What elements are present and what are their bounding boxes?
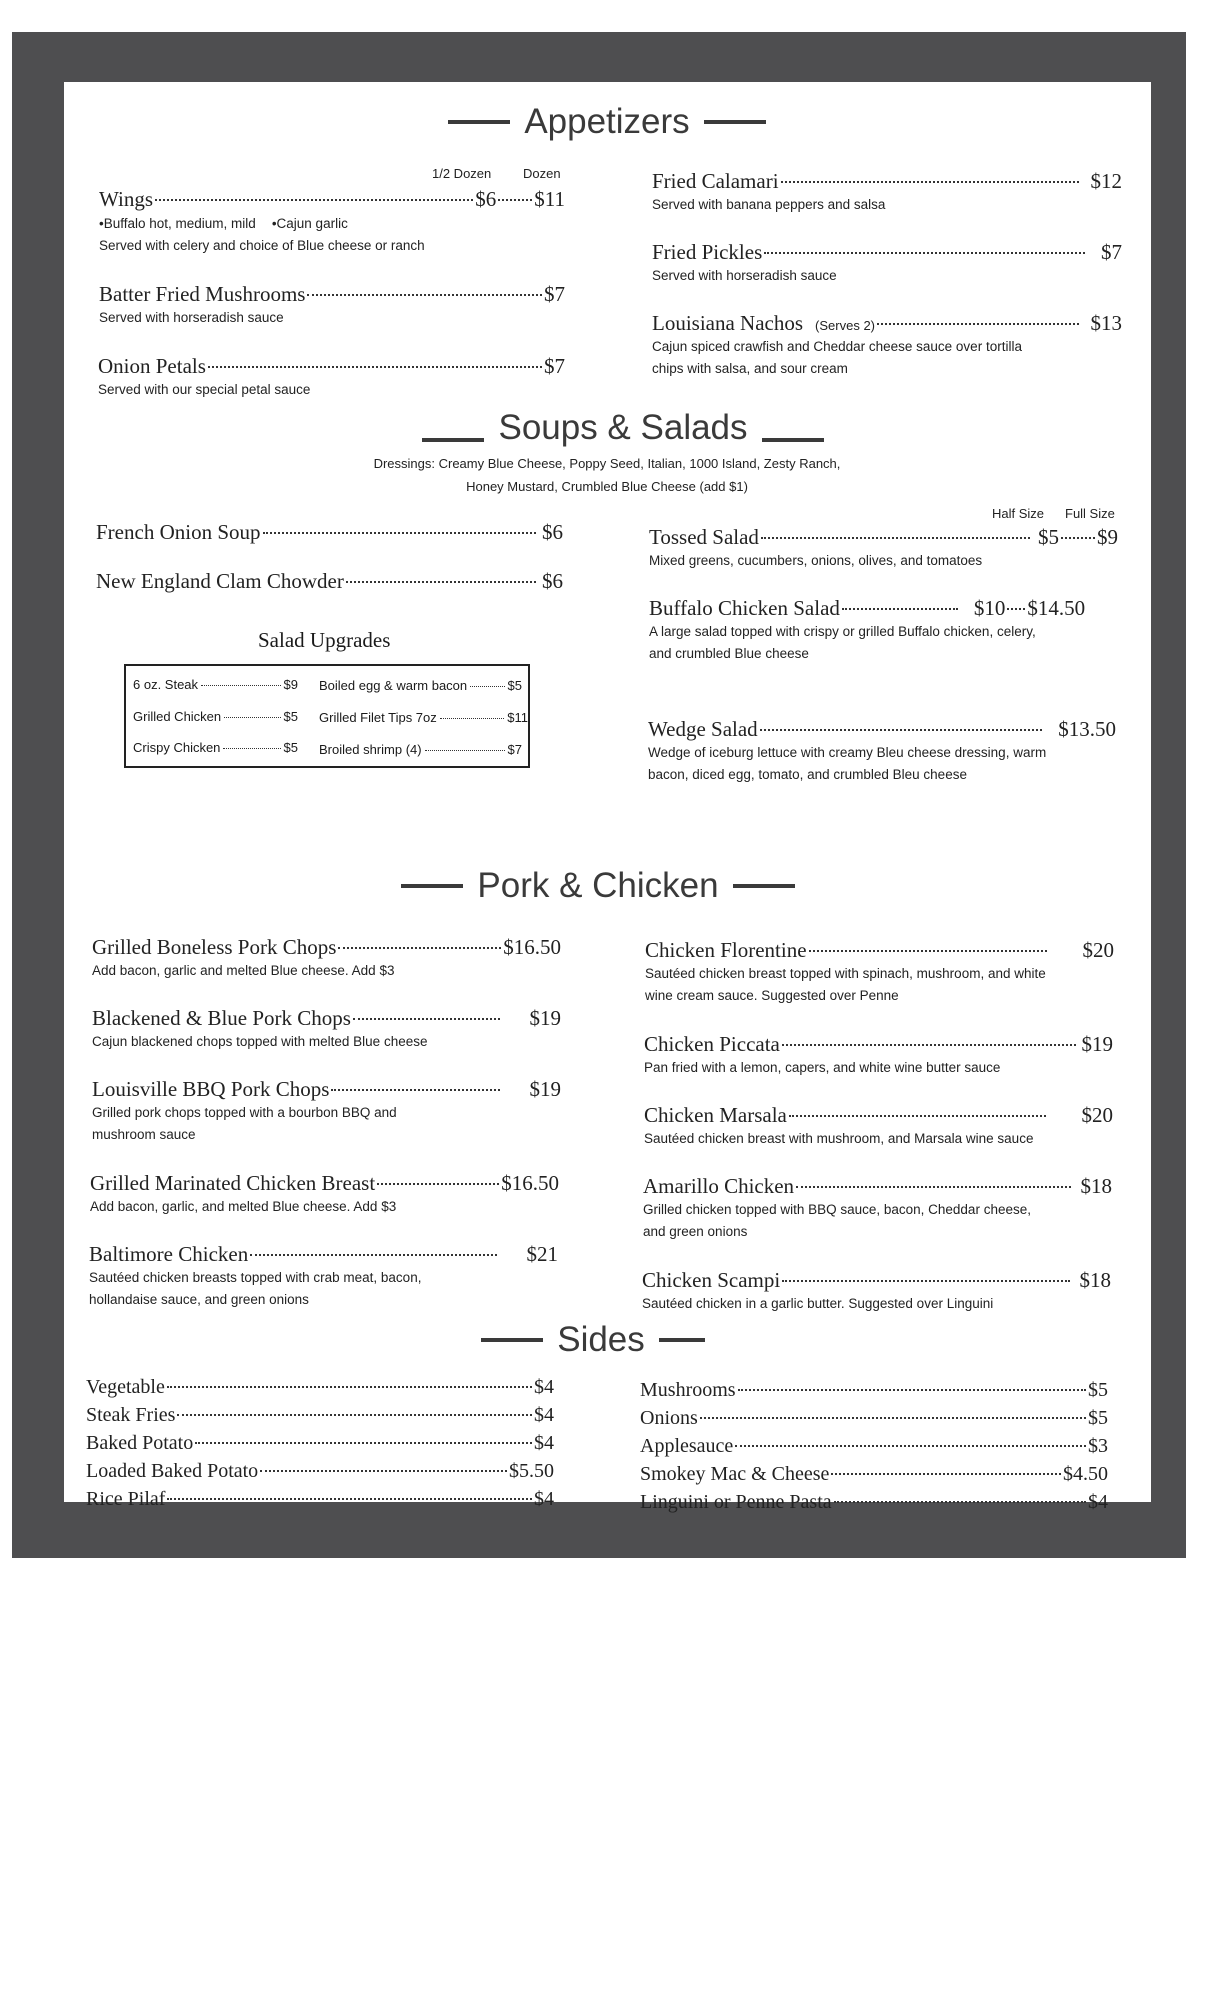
side-price: $4.50 (1063, 1463, 1108, 1485)
side-name: Rice Pilaf (86, 1488, 166, 1510)
upgrade-grilled-chicken (133, 709, 298, 724)
leader-dots (263, 511, 537, 534)
item-name: French Onion Soup (96, 520, 261, 544)
leader-dots (470, 686, 504, 687)
leader-dots (208, 345, 542, 368)
item-price: $20 (1081, 1103, 1113, 1127)
side-name: Baked Potato (86, 1432, 194, 1454)
leader-dots (377, 1162, 499, 1185)
item-price: $19 (529, 1006, 561, 1030)
sides-right-list (640, 1374, 1108, 1514)
item-name: Chicken Piccata (644, 1032, 780, 1056)
leader-dots (1007, 587, 1025, 610)
leader-dots (331, 1068, 499, 1091)
upgrade-price: $5 (283, 709, 298, 724)
item-description: Wedge of iceburg lettuce with creamy Bleu cheese dressing, warm (648, 745, 1047, 760)
side-name: Linguini or Penne Pasta (640, 1491, 832, 1513)
leader-dots (167, 1366, 532, 1388)
item-price: $6 (542, 569, 563, 593)
item-name: Buffalo Chicken Salad (649, 596, 840, 620)
heading-rule-right (733, 884, 795, 888)
leader-dots (224, 717, 280, 718)
heading-rule-right (704, 120, 766, 124)
item-description: Served with celery and choice of Blue cheese or ranch (99, 238, 425, 253)
item-price: $7 (544, 354, 565, 378)
menu-item-pickles (652, 236, 1122, 287)
item-name: Louisville BBQ Pork Chops (92, 1077, 330, 1101)
side-price: $4 (534, 1488, 554, 1510)
leader-dots (346, 560, 536, 583)
upgrade-name: Boiled egg & warm bacon (319, 678, 468, 693)
item-price-half: $5 (1038, 525, 1059, 549)
item-description: Sautéed chicken breasts topped with crab meat, bacon, (89, 1270, 422, 1285)
leader-dots (735, 1425, 1086, 1447)
item-price-half: $10 (973, 596, 1006, 620)
side-price: $4 (1088, 1491, 1108, 1513)
menu-item-marsala (644, 1099, 1113, 1150)
upgrade-name: 6 oz. Steak (133, 677, 199, 692)
side-price: $4 (534, 1432, 554, 1454)
leader-dots (809, 929, 1047, 952)
side-name: Mushrooms (640, 1379, 736, 1401)
leader-dots (201, 685, 280, 686)
heading-rule-left (401, 884, 463, 888)
appetizers-heading (0, 102, 1214, 142)
sides-title: Sides (557, 1320, 645, 1359)
item-name: Grilled Marinated Chicken Breast (90, 1171, 376, 1195)
item-description: Cajun spiced crawfish and Cheddar cheese sauce over tortilla (652, 339, 1022, 354)
item-price: $7 (544, 282, 565, 306)
leader-dots (177, 1394, 532, 1416)
upgrade-name: Broiled shrimp (4) (319, 742, 422, 757)
leader-dots (223, 748, 280, 749)
upgrade-shrimp (319, 742, 522, 757)
heading-rule-left (448, 120, 510, 124)
item-description: hollandaise sauce, and green onions (89, 1292, 309, 1307)
item-description: Served with horseradish sauce (99, 310, 284, 325)
item-price: $19 (1081, 1032, 1113, 1056)
item-description: bacon, diced egg, tomato, and crumbled Bleu cheese (648, 767, 967, 782)
leader-dots (260, 1450, 507, 1472)
item-name: Louisiana Nachos (652, 311, 804, 335)
menu-item-wedge-salad (648, 713, 1116, 786)
leader-dots (781, 160, 1079, 183)
leader-dots (195, 1422, 532, 1444)
dressings-line-2: Honey Mustard, Crumbled Blue Cheese (add $1) (466, 479, 748, 494)
item-price-full: $9 (1097, 525, 1118, 549)
item-price: $18 (1080, 1174, 1112, 1198)
side-price: $5 (1088, 1407, 1108, 1429)
menu-item-marinated-chicken (90, 1167, 559, 1218)
leader-dots (877, 302, 1078, 325)
leader-dots (761, 516, 1030, 539)
pork-chicken-title: Pork & Chicken (477, 866, 719, 905)
menu-item-french-onion (96, 516, 563, 545)
side-name: Vegetable (86, 1376, 165, 1398)
side-name: Applesauce (640, 1435, 734, 1457)
item-description: Add bacon, garlic and melted Blue cheese. Add $3 (92, 963, 395, 978)
item-price: $20 (1082, 938, 1114, 962)
leader-dots (167, 1478, 532, 1500)
item-description: Mixed greens, cucumbers, onions, olives, and tomatoes (649, 553, 983, 568)
wings-flavors-cajun: •Cajun garlic (271, 216, 348, 231)
item-price: $13.50 (1058, 717, 1116, 741)
leader-dots (155, 178, 473, 201)
item-description: A large salad topped with crispy or grilled Buffalo chicken, celery, (649, 624, 1036, 639)
item-name: Blackened & Blue Pork Chops (92, 1006, 351, 1030)
leader-dots (760, 708, 1043, 731)
sides-left-list (86, 1371, 554, 1511)
item-name: Baltimore Chicken (89, 1242, 249, 1266)
item-name: Fried Calamari (652, 169, 779, 193)
item-name: Wings (99, 187, 153, 211)
leader-dots (764, 231, 1085, 254)
leader-dots (440, 718, 505, 719)
leader-dots (796, 1165, 1070, 1188)
item-price-half: $6 (475, 187, 497, 211)
leader-dots (353, 997, 500, 1020)
menu-item-tossed-salad (649, 521, 1118, 572)
item-name: Chicken Marsala (644, 1103, 787, 1127)
item-name: Chicken Scampi (642, 1268, 781, 1292)
wings-half-label: 1/2 Dozen (432, 166, 492, 181)
menu-item-blackened-pork (92, 1002, 561, 1053)
leader-dots (425, 750, 505, 751)
upgrade-price: $7 (507, 742, 522, 757)
menu-item-chowder (96, 565, 563, 594)
heading-rule-right (659, 1338, 705, 1342)
item-description: Grilled pork chops topped with a bourbon BBQ and (92, 1105, 397, 1120)
side-name: Onions (640, 1407, 698, 1429)
item-name: Fried Pickles (652, 240, 763, 264)
leader-dots (307, 273, 542, 296)
item-price: $21 (526, 1242, 558, 1266)
side-price: $5 (1088, 1379, 1108, 1401)
leader-dots (338, 926, 501, 949)
menu-item-florentine (645, 934, 1114, 1007)
item-name: Amarillo Chicken (643, 1174, 795, 1198)
leader-dots (789, 1094, 1046, 1117)
side-price: $3 (1088, 1435, 1108, 1457)
item-price: $18 (1079, 1268, 1111, 1292)
upgrade-price: $5 (507, 678, 522, 693)
leader-dots (738, 1369, 1086, 1391)
item-name: Onion Petals (98, 354, 206, 378)
item-price: $19 (529, 1077, 561, 1101)
upgrade-name: Crispy Chicken (133, 740, 221, 755)
heading-rule-left (422, 438, 484, 442)
leader-dots (831, 1453, 1061, 1475)
leader-dots (842, 587, 958, 610)
item-price: $16.50 (501, 1171, 559, 1195)
wings-dozen-label: Dozen (523, 166, 561, 181)
side-item (86, 1483, 554, 1511)
item-description: Pan fried with a lemon, capers, and white wine butter sauce (644, 1060, 1001, 1075)
item-name: Wedge Salad (648, 717, 758, 741)
upgrade-price: $5 (283, 740, 298, 755)
item-price: $12 (1090, 169, 1122, 193)
heading-rule-left (481, 1338, 543, 1342)
leader-dots (834, 1481, 1086, 1503)
leader-dots (1061, 516, 1095, 539)
salad-full-label: Full Size (1065, 506, 1115, 521)
menu-item-onion-petals (98, 350, 565, 401)
item-price-dozen: $11 (534, 187, 565, 211)
item-name: Tossed Salad (649, 525, 759, 549)
side-price: $5.50 (509, 1460, 554, 1482)
item-name: Chicken Florentine (645, 938, 807, 962)
leader-dots (250, 1233, 496, 1256)
leader-dots (782, 1259, 1069, 1282)
item-price: $6 (542, 520, 563, 544)
item-serves: (Serves 2) (815, 318, 876, 333)
salad-upgrades-title: Salad Upgrades (258, 628, 391, 652)
item-description: Add bacon, garlic, and melted Blue cheese. Add $3 (90, 1199, 397, 1214)
menu-item-scampi (642, 1264, 1111, 1315)
item-description: Sautéed chicken breast topped with spinach, mushroom, and white (645, 966, 1046, 981)
upgrade-name: Grilled Chicken (133, 709, 222, 724)
upgrade-crispy-chicken (133, 740, 298, 755)
leader-dots (498, 178, 532, 201)
item-description: Served with our special petal sauce (98, 382, 311, 397)
item-description: Served with banana peppers and salsa (652, 197, 886, 212)
leader-dots (700, 1397, 1086, 1419)
item-description: Served with horseradish sauce (652, 268, 837, 283)
upgrade-egg-bacon (319, 678, 522, 693)
side-name: Steak Fries (86, 1404, 176, 1426)
upgrade-price: $9 (283, 677, 298, 692)
side-name: Smokey Mac & Cheese (640, 1463, 830, 1485)
menu-item-calamari (652, 165, 1122, 216)
menu-item-buffalo-salad (649, 592, 1118, 665)
side-price: $4 (534, 1376, 554, 1398)
menu-item-baltimore-chicken (89, 1238, 558, 1311)
leader-dots (782, 1023, 1076, 1046)
item-price: $13 (1090, 311, 1122, 335)
dressings-line-1: Dressings: Creamy Blue Cheese, Poppy Seed, Italian, 1000 Island, Zesty Ranch, (373, 456, 841, 471)
heading-rule-right (762, 438, 824, 442)
menu-item-nachos (652, 307, 1122, 380)
side-name: Loaded Baked Potato (86, 1460, 259, 1482)
item-description: mushroom sauce (92, 1127, 196, 1142)
item-name: Batter Fried Mushrooms (99, 282, 306, 306)
item-price-full: $14.50 (1027, 596, 1086, 620)
menu-item-mushrooms (99, 278, 565, 329)
item-description: Grilled chicken topped with BBQ sauce, bacon, Cheddar cheese, (643, 1202, 1031, 1217)
upgrade-steak (133, 677, 298, 692)
item-description: and crumbled Blue cheese (649, 646, 809, 661)
item-price: $7 (1101, 240, 1122, 264)
item-description: Sautéed chicken in a garlic butter. Suggested over Linguini (642, 1296, 994, 1311)
salad-half-label: Half Size (992, 506, 1045, 521)
soups-title: Soups & Salads (498, 408, 748, 447)
wings-flavors: •Buffalo hot, medium, mild (99, 216, 256, 231)
sides-heading (0, 1320, 1200, 1360)
upgrade-price: $11 (507, 710, 528, 725)
item-description: and green onions (643, 1224, 748, 1239)
upgrade-filet-tips (319, 710, 528, 725)
item-name: Grilled Boneless Pork Chops (92, 935, 337, 959)
menu-item-pork-chops (92, 931, 561, 982)
pork-chicken-heading (0, 866, 1205, 906)
item-description: Sautéed chicken breast with mushroom, and Marsala wine sauce (644, 1131, 1034, 1146)
upgrade-name: Grilled Filet Tips 7oz (319, 710, 437, 725)
item-description: wine cream sauce. Suggested over Penne (645, 988, 899, 1003)
side-item (640, 1486, 1108, 1514)
menu-item-piccata (644, 1028, 1113, 1079)
item-description: Cajun blackened chops topped with melted Blue cheese (92, 1034, 428, 1049)
item-price: $16.50 (503, 935, 561, 959)
side-price: $4 (534, 1404, 554, 1426)
menu-item-wings (99, 183, 565, 257)
item-name: New England Clam Chowder (96, 569, 344, 593)
soups-heading (16, 408, 1214, 448)
appetizers-title: Appetizers (524, 102, 690, 141)
menu-item-amarillo (643, 1170, 1112, 1243)
item-description: chips with salsa, and sour cream (652, 361, 848, 376)
menu-item-louisville-pork (92, 1073, 561, 1146)
